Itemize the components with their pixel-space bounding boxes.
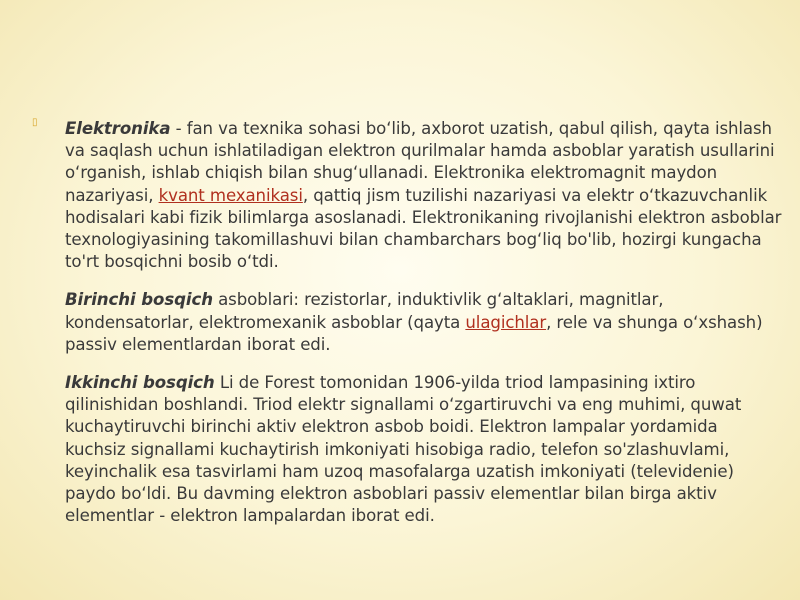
bullet-icon: ▯	[32, 117, 38, 128]
paragraph-text: - fan va texnika sohasi bo‘lib, axborot uzatish, qabul qilish, qayta ishlash va saqlash uchun ishlatiladigan elektron qurilmalar hamda asboblar yaratish usullarini o‘rganish, ishlab chiqish bilan shug‘ullanadi. Elektronika elektromagnit maydon nazariyasi,	[65, 119, 775, 205]
link-ulagichlar[interactable]: ulagichlar	[465, 312, 547, 332]
paragraph-elektronika	[65, 118, 783, 273]
slide-body	[65, 118, 783, 527]
paragraph-text: , rele va shunga o‘xshash) passiv elementlardan iborat edi.	[65, 312, 763, 354]
term-ikkinchi-bosqich: Ikkinchi bosqich	[65, 373, 215, 393]
paragraph-text: asboblari: rezistorlar, induktivlik g‘altaklari, magnitlar, kondensatorlar, elektromexanik asboblar (qayta	[65, 290, 664, 332]
term-birinchi-bosqich: Birinchi bosqich	[65, 290, 213, 310]
paragraph-ikkinchi-bosqich	[65, 372, 783, 527]
paragraph-text: Li de Forest tomonidan 1906-yilda triod lampasining ixtiro qilinishidan boshlandi. Triod elektr signallami o‘zgartiruvchi va eng muhimi, quwat kuchaytiruvchi birinchi aktiv elektron asbob boidi. Elektron lampalar yordamida kuchsiz signallami kuchaytirish imkoniyati hisobiga radio, telefon so'zlashuvlami, keyinchalik esa tasvirlami ham uzoq masofalarga uzatish imkoniyati (televidenie) paydo bo‘ldi. Bu davming elektron asboblari passiv elementlar bilan birga aktiv elementlar - elektron lampalardan iborat edi.	[65, 373, 742, 526]
paragraph-text: , qattiq jism tuzilishi nazariyasi va elektr o‘tkazuvchanlik hodisalari kabi fizik bilimlarga asoslanadi. Elektronikaning rivojlanishi elektron asboblar texnologiyasining takomillashuvi bilan chambarchars bog‘liq bo'lib, hozirgi kungacha to'rt bosqichni bosib o‘tdi.	[65, 185, 782, 272]
paragraph-birinchi-bosqich	[65, 289, 783, 356]
term-elektronika: Elektronika	[65, 119, 171, 138]
link-kvant-mexanikasi[interactable]: kvant mexanikasi	[158, 185, 303, 205]
